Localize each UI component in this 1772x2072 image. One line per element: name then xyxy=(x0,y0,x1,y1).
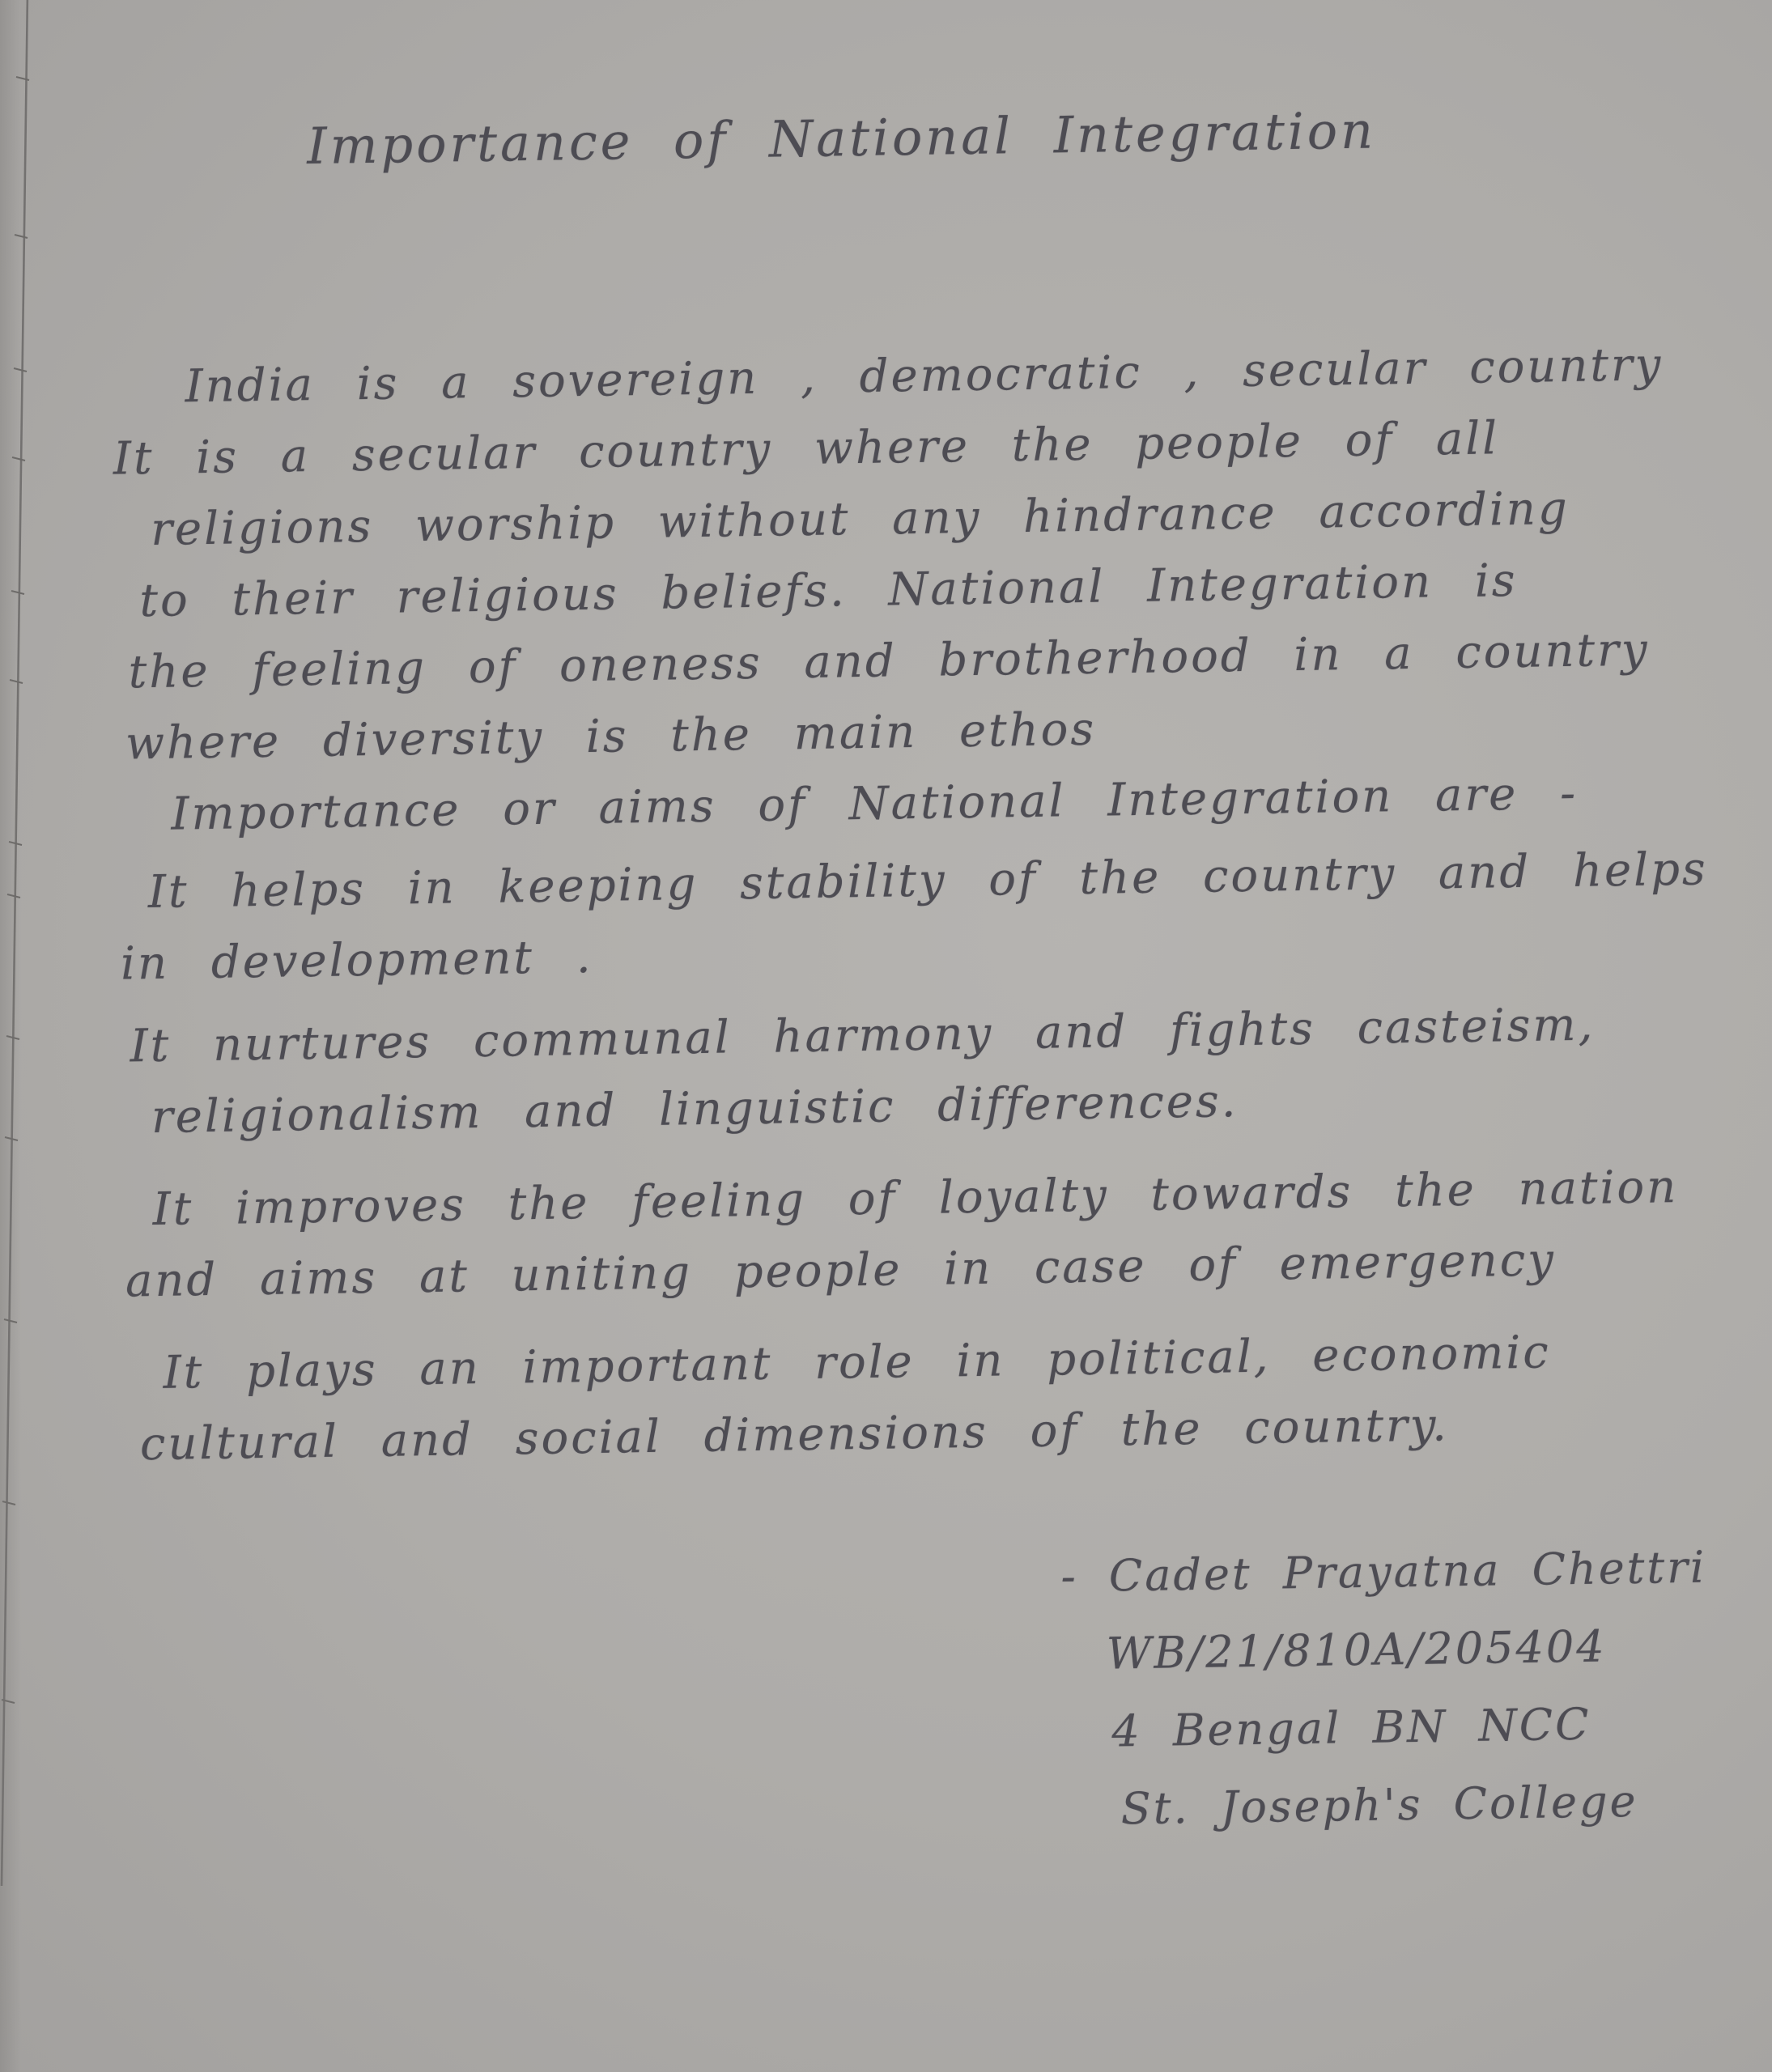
paragraph xyxy=(0,325,1772,782)
handwritten-line: It improves the feeling of loyalty towards the nation xyxy=(152,1161,1679,1237)
paragraph xyxy=(0,830,1772,1002)
paragraph xyxy=(5,1311,1772,1483)
handwritten-line: It nurtures communal harmony and fights casteism, xyxy=(130,998,1596,1073)
signature-line: WB/21/810A/205404 xyxy=(1106,1620,1607,1679)
handwritten-line: to their religious beliefs. National Integration is xyxy=(138,554,1518,628)
handwritten-line: India is a sovereign , democratic , secular country xyxy=(185,338,1664,414)
handwritten-line: and aims at uniting people in case of emergency xyxy=(125,1233,1557,1308)
signature-block xyxy=(1060,1529,1710,1849)
handwritten-line: the feeling of oneness and brotherhood in a country xyxy=(128,623,1650,699)
handwritten-line: in development . xyxy=(120,930,593,991)
handwritten-line: religionalism and linguistic differences. xyxy=(151,1075,1239,1144)
handwritten-line: cultural and social dimensions of the country. xyxy=(139,1399,1450,1471)
signature-line: 4 Bengal BN NCC xyxy=(1111,1698,1591,1757)
essay-title: Importance of National Integration xyxy=(306,100,1377,176)
handwritten-line: It plays an important role in political, economic xyxy=(163,1326,1552,1399)
signature-line: St. Joseph's College xyxy=(1120,1775,1638,1835)
essay-body xyxy=(0,325,1772,1482)
handwritten-line: Importance or aims of National Integration are - xyxy=(170,766,1579,841)
handwritten-line: where diversity is the main ethos xyxy=(125,703,1097,771)
paragraph xyxy=(2,1148,1772,1319)
handwritten-line: It is a secular country where the people of all xyxy=(113,412,1500,486)
handwritten-line: religions worship without any hindrance according xyxy=(150,482,1570,556)
signature-line: - Cadet Prayatna Chettri xyxy=(1060,1541,1707,1603)
paragraph xyxy=(0,984,1772,1156)
handwritten-line: It helps in keeping stability of the country and helps xyxy=(147,843,1709,919)
